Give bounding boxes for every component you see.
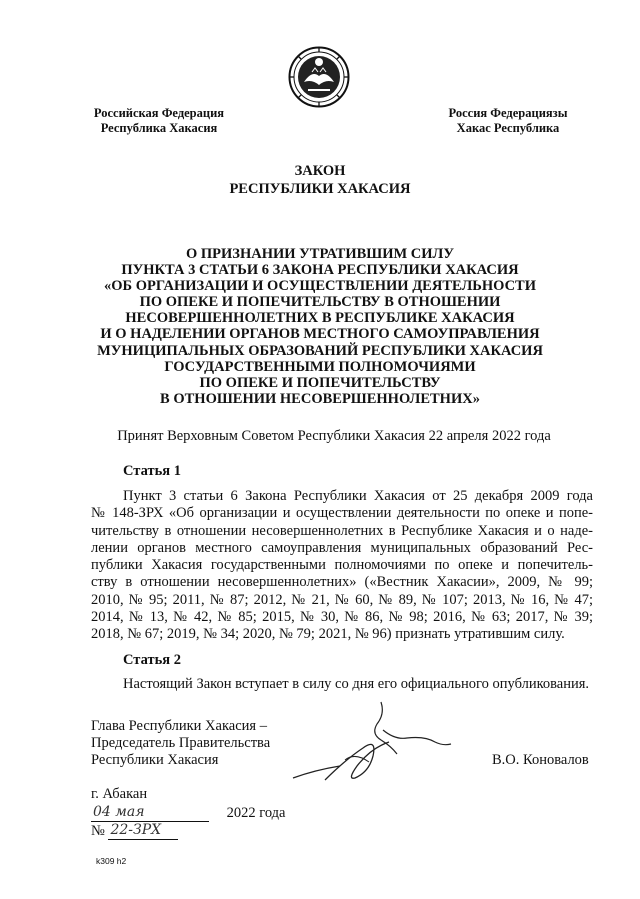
header-right-line-1: Россия Федерациязы bbox=[448, 106, 568, 120]
handwritten-date: 04 мая bbox=[93, 804, 145, 820]
article-1-line: Пункт 3 статьи 6 Закона Республики Хакасия от 25 декабря 2009 года bbox=[123, 488, 593, 504]
article-1-line: № 148-ЗРХ «Об организации и осуществлении деятельности по опеке и попе- bbox=[91, 505, 593, 522]
article-1-line: чительству в отношении несовершеннолетних в Республике Хакасия и о наде- bbox=[91, 522, 593, 539]
number-line bbox=[91, 822, 178, 840]
handwritten-signature bbox=[285, 700, 460, 790]
subject-line: ПО ОПЕКЕ И ПОПЕЧИТЕЛЬСТВУ bbox=[199, 374, 441, 391]
city: г. Абакан bbox=[91, 786, 148, 802]
subject-line: МУНИЦИПАЛЬНЫХ ОБРАЗОВАНИЙ РЕСПУБЛИКИ ХАКАСИЯ bbox=[97, 342, 543, 359]
subject-line: ПО ОПЕКЕ И ПОПЕЧИТЕЛЬСТВУ В ОТНОШЕНИИ bbox=[139, 294, 501, 311]
subject-line: ПУНКТА 3 СТАТЬИ 6 ЗАКОНА РЕСПУБЛИКИ ХАКАСИЯ bbox=[121, 262, 519, 279]
article-1-line: публики Хакасия государственными полномочиями по опеке и попечитель- bbox=[91, 557, 593, 574]
header-left bbox=[86, 106, 232, 136]
signatory-position-line: Республики Хакасия bbox=[91, 752, 219, 768]
law-subject-title bbox=[60, 246, 580, 407]
signatory-name: В.О. Коновалов bbox=[492, 752, 589, 768]
article-1-heading: Статья 1 bbox=[123, 463, 181, 479]
article-1-line: 2014, № 13, № 42, № 85; 2015, № 30, № 86, № 98; 2016, № 63; 2017, № 39; bbox=[91, 609, 593, 626]
handwritten-number: 22-ЗРХ bbox=[110, 822, 162, 838]
adoption-statement: Принят Верховным Советом Республики Хакасия 22 апреля 2022 года bbox=[117, 428, 551, 444]
subject-line: ГОСУДАРСТВЕННЫМИ ПОЛНОМОЧИЯМИ bbox=[164, 358, 476, 375]
number-sign: № bbox=[91, 823, 105, 839]
subject-line: НЕСОВЕРШЕННОЛЕТНИХ В РЕСПУБЛИКЕ ХАКАСИЯ bbox=[125, 310, 515, 327]
article-1-line: 2018, № 67; 2019, № 34; 2020, № 79; 2021, № 96) признать утратившим силу. bbox=[91, 626, 565, 643]
signatory-position-line: Глава Республики Хакасия – bbox=[91, 718, 267, 734]
subject-line: В ОТНОШЕНИИ НЕСОВЕРШЕННОЛЕТНИХ» bbox=[160, 390, 480, 407]
header-left-line-2: Республика Хакасия bbox=[100, 121, 218, 135]
coat-of-arms-emblem bbox=[288, 46, 350, 108]
article-2-text: Настоящий Закон вступает в силу со дня его официального опубликования. bbox=[123, 676, 590, 692]
date-underline bbox=[91, 804, 209, 822]
signatory-position-line: Председатель Правительства bbox=[91, 735, 271, 751]
year-text: 2022 года bbox=[226, 805, 286, 821]
article-1-line: ству в отношении несовершеннолетних» («Вестник Хакасии», 2009, № 99; bbox=[91, 574, 593, 591]
header-right-line-2: Хакас Республика bbox=[456, 121, 560, 135]
law-issuer-heading: РЕСПУБЛИКИ ХАКАСИЯ bbox=[229, 181, 411, 197]
article-2-heading: Статья 2 bbox=[123, 652, 181, 668]
article-1-line: лении органов местного самоуправления муниципальных образований Рес- bbox=[91, 539, 593, 556]
article-1-text bbox=[91, 488, 593, 644]
date-line bbox=[91, 804, 285, 822]
signatory-position bbox=[91, 718, 270, 769]
subject-line: О ПРИЗНАНИИ УТРАТИВШИМ СИЛУ bbox=[185, 246, 455, 262]
header-right bbox=[440, 106, 576, 136]
article-1-line: 2010, № 95; 2011, № 87; 2012, № 21, № 60, № 89, № 107; 2013, № 16, № 47; bbox=[91, 591, 593, 608]
subject-line: «ОБ ОРГАНИЗАЦИИ И ОСУЩЕСТВЛЕНИИ ДЕЯТЕЛЬНОСТИ bbox=[103, 278, 537, 295]
subject-line: И О НАДЕЛЕНИИ ОРГАНОВ МЕСТНОГО САМОУПРАВЛЕНИЯ bbox=[100, 326, 540, 343]
header-left-line-1: Российская Федерация bbox=[93, 106, 225, 120]
law-type-heading: ЗАКОН bbox=[294, 163, 346, 179]
document-code: k309 h2 bbox=[96, 856, 127, 866]
number-underline bbox=[108, 822, 178, 840]
